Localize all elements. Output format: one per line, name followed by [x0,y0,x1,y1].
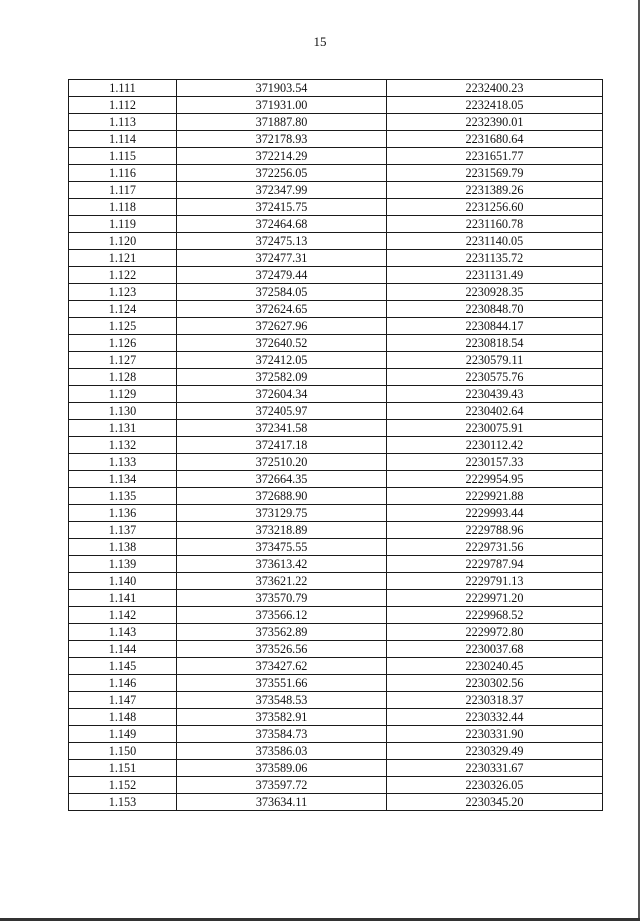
point-number-cell: 1.116 [69,165,177,182]
y-coordinate-cell: 2229972.80 [387,624,603,641]
point-number-cell: 1.153 [69,794,177,811]
table-row [69,522,603,539]
table-row [69,386,603,403]
y-coordinate-cell: 2232400.23 [387,80,603,97]
y-coordinate-cell: 2231256.60 [387,199,603,216]
table-row [69,301,603,318]
x-coordinate-cell: 373427.62 [177,658,387,675]
point-number-cell: 1.147 [69,692,177,709]
table-row [69,182,603,199]
y-coordinate-cell: 2230844.17 [387,318,603,335]
y-coordinate-cell: 2229968.52 [387,607,603,624]
point-number-cell: 1.151 [69,760,177,777]
x-coordinate-cell: 373551.66 [177,675,387,692]
table-row [69,335,603,352]
y-coordinate-cell: 2232390.01 [387,114,603,131]
y-coordinate-cell: 2231569.79 [387,165,603,182]
y-coordinate-cell: 2230439.43 [387,386,603,403]
point-number-cell: 1.152 [69,777,177,794]
table-row [69,199,603,216]
x-coordinate-cell: 372640.52 [177,335,387,352]
page-number: 15 [313,34,327,49]
x-coordinate-cell: 373589.06 [177,760,387,777]
point-number-cell: 1.124 [69,301,177,318]
table-row [69,556,603,573]
y-coordinate-cell: 2231389.26 [387,182,603,199]
table-row [69,760,603,777]
point-number-cell: 1.138 [69,539,177,556]
y-coordinate-cell: 2231140.05 [387,233,603,250]
table-row [69,709,603,726]
x-coordinate-cell: 373621.22 [177,573,387,590]
coordinates-table-body [69,80,603,811]
point-number-cell: 1.125 [69,318,177,335]
point-number-cell: 1.128 [69,369,177,386]
table-row [69,675,603,692]
point-number-cell: 1.111 [69,80,177,97]
x-coordinate-cell: 372477.31 [177,250,387,267]
point-number-cell: 1.112 [69,97,177,114]
table-row [69,250,603,267]
point-number-cell: 1.137 [69,522,177,539]
point-number-cell: 1.133 [69,454,177,471]
y-coordinate-cell: 2230331.90 [387,726,603,743]
point-number-cell: 1.140 [69,573,177,590]
point-number-cell: 1.120 [69,233,177,250]
x-coordinate-cell: 372412.05 [177,352,387,369]
y-coordinate-cell: 2230318.37 [387,692,603,709]
point-number-cell: 1.132 [69,437,177,454]
x-coordinate-cell: 373562.89 [177,624,387,641]
y-coordinate-cell: 2230326.05 [387,777,603,794]
x-coordinate-cell: 373475.55 [177,539,387,556]
table-row [69,369,603,386]
table-row [69,743,603,760]
point-number-cell: 1.134 [69,471,177,488]
x-coordinate-cell: 373570.79 [177,590,387,607]
x-coordinate-cell: 371903.54 [177,80,387,97]
y-coordinate-cell: 2231680.64 [387,131,603,148]
table-row [69,692,603,709]
table-row [69,267,603,284]
x-coordinate-cell: 372341.58 [177,420,387,437]
table-row [69,488,603,505]
point-number-cell: 1.141 [69,590,177,607]
y-coordinate-cell: 2230302.56 [387,675,603,692]
table-row [69,471,603,488]
y-coordinate-cell: 2229787.94 [387,556,603,573]
x-coordinate-cell: 371931.00 [177,97,387,114]
table-row [69,454,603,471]
y-coordinate-cell: 2229993.44 [387,505,603,522]
x-coordinate-cell: 373586.03 [177,743,387,760]
point-number-cell: 1.145 [69,658,177,675]
x-coordinate-cell: 372627.96 [177,318,387,335]
x-coordinate-cell: 373129.75 [177,505,387,522]
point-number-cell: 1.123 [69,284,177,301]
y-coordinate-cell: 2229971.20 [387,590,603,607]
y-coordinate-cell: 2230157.33 [387,454,603,471]
point-number-cell: 1.114 [69,131,177,148]
x-coordinate-cell: 372415.75 [177,199,387,216]
table-row [69,590,603,607]
x-coordinate-cell: 373597.72 [177,777,387,794]
point-number-cell: 1.139 [69,556,177,573]
table-row [69,131,603,148]
table-row [69,420,603,437]
table-row [69,777,603,794]
y-coordinate-cell: 2230112.42 [387,437,603,454]
point-number-cell: 1.126 [69,335,177,352]
x-coordinate-cell: 372256.05 [177,165,387,182]
point-number-cell: 1.142 [69,607,177,624]
table-row [69,80,603,97]
point-number-cell: 1.121 [69,250,177,267]
y-coordinate-cell: 2230240.45 [387,658,603,675]
point-number-cell: 1.118 [69,199,177,216]
table-row [69,114,603,131]
coordinates-table [68,79,603,811]
y-coordinate-cell: 2229954.95 [387,471,603,488]
x-coordinate-cell: 372582.09 [177,369,387,386]
point-number-cell: 1.148 [69,709,177,726]
x-coordinate-cell: 372405.97 [177,403,387,420]
y-coordinate-cell: 2229788.96 [387,522,603,539]
table-row [69,97,603,114]
x-coordinate-cell: 372475.13 [177,233,387,250]
x-coordinate-cell: 372624.65 [177,301,387,318]
x-coordinate-cell: 373526.56 [177,641,387,658]
point-number-cell: 1.136 [69,505,177,522]
point-number-cell: 1.119 [69,216,177,233]
table-row [69,573,603,590]
point-number-cell: 1.146 [69,675,177,692]
y-coordinate-cell: 2230928.35 [387,284,603,301]
table-row [69,352,603,369]
point-number-cell: 1.122 [69,267,177,284]
table-row [69,318,603,335]
y-coordinate-cell: 2231651.77 [387,148,603,165]
table-row [69,216,603,233]
y-coordinate-cell: 2230329.49 [387,743,603,760]
x-coordinate-cell: 372688.90 [177,488,387,505]
y-coordinate-cell: 2231135.72 [387,250,603,267]
point-number-cell: 1.131 [69,420,177,437]
y-coordinate-cell: 2230332.44 [387,709,603,726]
point-number-cell: 1.130 [69,403,177,420]
point-number-cell: 1.113 [69,114,177,131]
table-row [69,794,603,811]
y-coordinate-cell: 2230037.68 [387,641,603,658]
point-number-cell: 1.115 [69,148,177,165]
table-row [69,233,603,250]
x-coordinate-cell: 372510.20 [177,454,387,471]
point-number-cell: 1.129 [69,386,177,403]
x-coordinate-cell: 372584.05 [177,284,387,301]
x-coordinate-cell: 372464.68 [177,216,387,233]
y-coordinate-cell: 2230331.67 [387,760,603,777]
y-coordinate-cell: 2229921.88 [387,488,603,505]
y-coordinate-cell: 2230818.54 [387,335,603,352]
point-number-cell: 1.127 [69,352,177,369]
y-coordinate-cell: 2230402.64 [387,403,603,420]
point-number-cell: 1.143 [69,624,177,641]
x-coordinate-cell: 371887.80 [177,114,387,131]
x-coordinate-cell: 372347.99 [177,182,387,199]
table-row [69,726,603,743]
x-coordinate-cell: 372178.93 [177,131,387,148]
y-coordinate-cell: 2230575.76 [387,369,603,386]
y-coordinate-cell: 2230848.70 [387,301,603,318]
table-row [69,539,603,556]
table-row [69,403,603,420]
y-coordinate-cell: 2229731.56 [387,539,603,556]
y-coordinate-cell: 2231160.78 [387,216,603,233]
table-row [69,624,603,641]
x-coordinate-cell: 373548.53 [177,692,387,709]
table-row [69,148,603,165]
x-coordinate-cell: 373566.12 [177,607,387,624]
x-coordinate-cell: 372479.44 [177,267,387,284]
table-row [69,658,603,675]
table-row [69,165,603,182]
table-row [69,641,603,658]
y-coordinate-cell: 2231131.49 [387,267,603,284]
y-coordinate-cell: 2229791.13 [387,573,603,590]
point-number-cell: 1.149 [69,726,177,743]
point-number-cell: 1.117 [69,182,177,199]
table-row [69,505,603,522]
x-coordinate-cell: 373613.42 [177,556,387,573]
table-row [69,284,603,301]
x-coordinate-cell: 372214.29 [177,148,387,165]
point-number-cell: 1.135 [69,488,177,505]
point-number-cell: 1.150 [69,743,177,760]
x-coordinate-cell: 372417.18 [177,437,387,454]
y-coordinate-cell: 2230579.11 [387,352,603,369]
y-coordinate-cell: 2230345.20 [387,794,603,811]
x-coordinate-cell: 373634.11 [177,794,387,811]
y-coordinate-cell: 2230075.91 [387,420,603,437]
point-number-cell: 1.144 [69,641,177,658]
table-row [69,437,603,454]
y-coordinate-cell: 2232418.05 [387,97,603,114]
x-coordinate-cell: 372604.34 [177,386,387,403]
x-coordinate-cell: 372664.35 [177,471,387,488]
x-coordinate-cell: 373584.73 [177,726,387,743]
x-coordinate-cell: 373218.89 [177,522,387,539]
x-coordinate-cell: 373582.91 [177,709,387,726]
table-row [69,607,603,624]
